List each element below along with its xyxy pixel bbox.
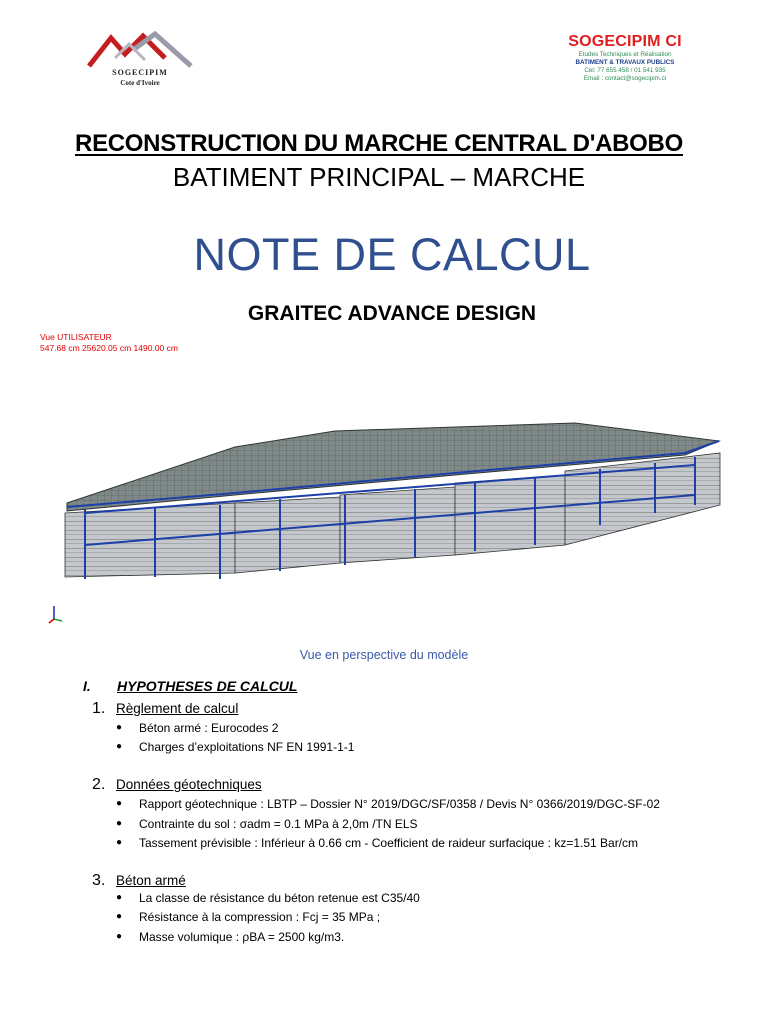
logo-left-brand: SOGECIPIM bbox=[112, 68, 168, 77]
document-type-title: NOTE DE CALCUL bbox=[193, 229, 591, 280]
subsection-number: 3. bbox=[92, 872, 106, 889]
bullet-icon: ● bbox=[116, 798, 123, 809]
list-item: Contrainte du sol : σadm = 0.1 MPa à 2,0m /TN ELS bbox=[139, 817, 418, 831]
list-item: Résistance à la compression : Fcj = 35 MPa ; bbox=[139, 910, 381, 924]
section-title: HYPOTHESES DE CALCUL bbox=[117, 678, 298, 694]
project-title: RECONSTRUCTION DU MARCHE CENTRAL D'ABOBO bbox=[75, 130, 683, 157]
subsection-title: Règlement de calcul bbox=[116, 701, 239, 716]
list-item: Béton armé : Eurocodes 2 bbox=[139, 721, 279, 735]
logo-right-line3: Cel: 77 655 458 / 01 541 935 bbox=[584, 67, 666, 74]
bullet-icon: ● bbox=[116, 931, 123, 942]
bullet-icon: ● bbox=[116, 837, 123, 848]
subsection-number: 1. bbox=[92, 700, 106, 717]
logo-right-line2: BATIMENT & TRAVAUX PUBLICS bbox=[575, 59, 675, 66]
list-item: Tassement prévisible : Inférieur à 0.66 cm - Coefficient de raideur surfacique : kz=1.51 Bar/cm bbox=[139, 836, 639, 850]
list-item: Rapport géotechnique : LBTP – Dossier N° 2019/DGC/SF/0358 / Devis N° 0366/2019/DGC-SF-02 bbox=[139, 797, 660, 811]
subsection-title: Données géotechniques bbox=[116, 777, 262, 792]
bullet-icon: ● bbox=[116, 722, 123, 733]
software-name: GRAITEC ADVANCE DESIGN bbox=[247, 302, 537, 325]
subsection-number: 2. bbox=[92, 776, 106, 793]
sogecipim-logo-left bbox=[85, 30, 195, 92]
model-perspective-view bbox=[55, 395, 725, 585]
list-item: La classe de résistance du béton retenue est C35/40 bbox=[139, 891, 420, 905]
axis-orientation-icon bbox=[46, 603, 66, 625]
sogecipim-logo-right bbox=[555, 33, 695, 95]
bullet-icon: ● bbox=[116, 741, 123, 752]
project-subtitle: BATIMENT PRINCIPAL – MARCHE bbox=[172, 162, 586, 192]
list-item: Charges d’exploitations NF EN 1991-1-1 bbox=[139, 740, 355, 754]
logo-right-name: SOGECIPIM CI bbox=[568, 33, 682, 50]
bullet-icon: ● bbox=[116, 892, 123, 903]
subsection-title: Béton armé bbox=[116, 873, 186, 888]
list-item: Masse volumique : ρBA = 2500 kg/m3. bbox=[139, 930, 345, 944]
logo-right-line4: Email : contact@sogecipim.ci bbox=[583, 75, 667, 82]
bullet-icon: ● bbox=[116, 818, 123, 829]
view-coordinates: 547.68 cm 25620.05 cm 1490.00 cm bbox=[40, 343, 178, 353]
view-label: Vue UTILISATEUR bbox=[40, 332, 112, 342]
figure-caption: Vue en perspective du modèle bbox=[299, 648, 469, 662]
section-number: I. bbox=[83, 678, 91, 694]
bullet-icon: ● bbox=[116, 911, 123, 922]
logo-left-location: Cote d'Ivoire bbox=[120, 79, 160, 87]
roof-logo-icon bbox=[85, 30, 195, 70]
logo-right-line1: Etudes Techniques et Réalisation bbox=[578, 51, 672, 58]
